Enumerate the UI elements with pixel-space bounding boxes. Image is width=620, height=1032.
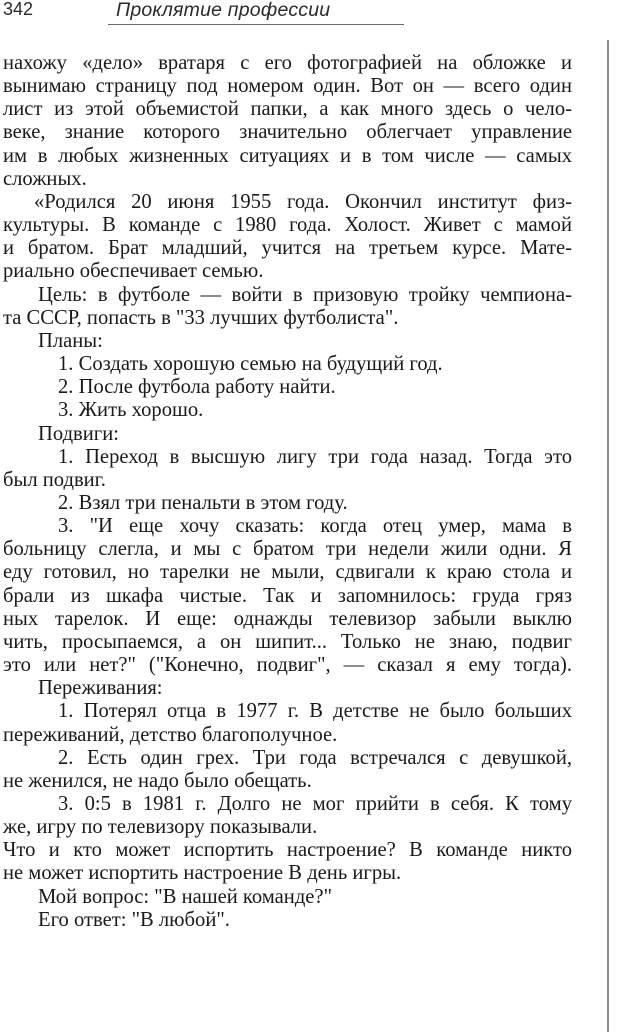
text-line: та СССР, попасть в "33 лучших футболиста". (3, 306, 399, 329)
text-line: 3. 0:5 в 1981 г. Долго не мог прийти в себя. К тому (58, 793, 572, 815)
text-line: еду готовил, но тарелки не мыли, сдвигали к краю стола и (3, 561, 572, 584)
header-rule (108, 24, 404, 25)
text-line: им в любых жизненных ситуациях и в том числе — самых (3, 144, 572, 167)
text-line: чить, просыпаемся, а он шипит... Только не знаю, подвиг (3, 630, 572, 653)
text-line: Мой вопрос: "В нашей команде?" (38, 885, 332, 908)
text-line: веке, знание которого значительно облегчает управление (3, 121, 572, 144)
text-line: 2. После футбола работу найти. (58, 376, 336, 399)
text-line: переживаний, детство благополучное. (3, 723, 338, 746)
text-line: риально обеспечивает семью. (3, 260, 264, 283)
text-line: ных тарелок. И еще: однажды телевизор забыли выклю (3, 607, 572, 630)
text-line: Цель: в футболе — войти в призовую тройку чемпиона- (38, 283, 572, 306)
text-line: 3. Жить хорошо. (58, 399, 204, 422)
text-line: 1. Переход в высшую лигу три года назад. Тогда это (58, 445, 572, 468)
page-header (0, 0, 620, 28)
text-line: и братом. Брат младший, учится на третьем курсе. Мате- (3, 237, 572, 260)
page-body (3, 52, 572, 932)
text-line: брали из шкафа чистые. Так и запомнилось: груда гряз (3, 584, 572, 607)
text-line: лист из этой объемистой папки, а как много здесь о чело- (3, 98, 572, 121)
text-line: 2. Есть один грех. Три года встречался с девушкой, (58, 746, 572, 769)
text-line: Что и кто может испортить настроение? В команде никто (3, 839, 572, 862)
page-edge-rule (607, 40, 609, 1032)
text-line: нахожу «дело» вратаря с его фотографией на обложке и (3, 52, 572, 74)
running-title: Проклятие профессии (116, 0, 331, 21)
text-line: Его ответ: "В любой". (38, 908, 230, 931)
text-line: 2. Взял три пенальти в этом году. (58, 491, 348, 514)
text-line: сложных. (3, 167, 87, 190)
text-line: был подвиг. (3, 468, 106, 491)
text-line: Подвиги: (38, 422, 119, 445)
text-line: «Родился 20 июня 1955 года. Окончил институт физ- (34, 190, 572, 213)
text-line: 1. Потерял отца в 1977 г. В детстве не было больших (58, 700, 572, 723)
page-number: 342 (3, 0, 34, 19)
text-line: же, игру по телевизору показывали. (3, 816, 318, 839)
text-line: вынимаю страницу под номером один. Вот он — всего один (3, 75, 572, 98)
text-line: культуры. В команде с 1980 года. Холост. Живет с мамой (3, 214, 572, 237)
text-line: больницу слегла, и мы с братом три недели жили одни. Я (3, 538, 572, 561)
text-line: 3. "И еще хочу сказать: когда отец умер, мама в (58, 515, 572, 538)
text-line: Переживания: (38, 677, 163, 700)
text-line: 1. Создать хорошую семью на будущий год. (58, 353, 443, 376)
text-line: не может испортить настроение В день игры. (3, 862, 402, 885)
text-line: Планы: (38, 329, 103, 352)
text-line: это или нет?" ("Конечно, подвиг", — сказал я ему тогда). (3, 654, 572, 677)
text-line: не женился, не надо было обещать. (3, 769, 312, 792)
